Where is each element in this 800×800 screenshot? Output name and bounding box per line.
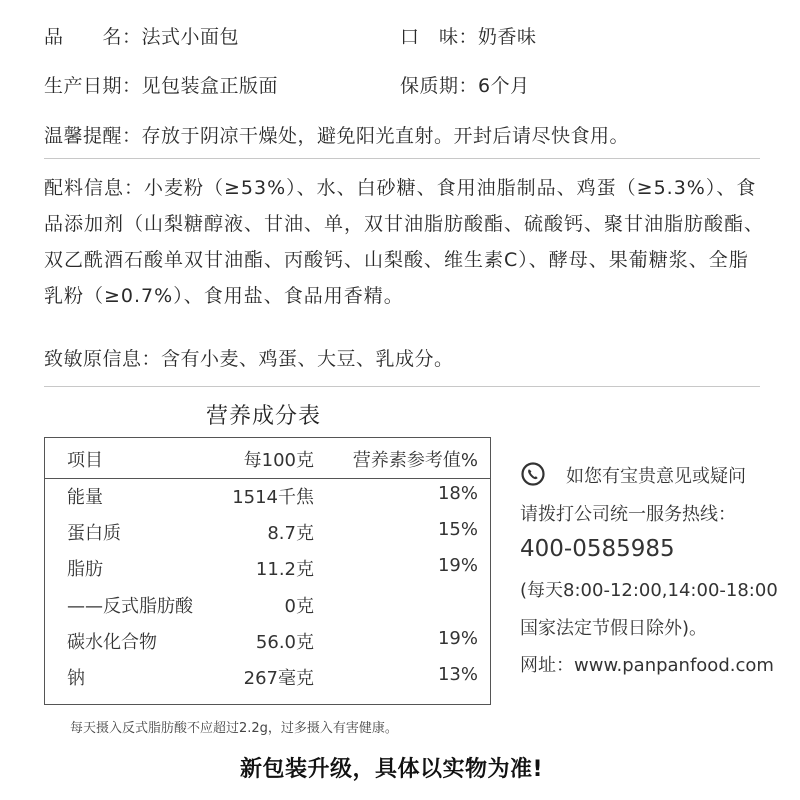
ingredients-label: 配料信息： bbox=[44, 177, 145, 199]
nutrient-amount: 267毫克 bbox=[243, 668, 314, 689]
nutrient-name: 能量 bbox=[67, 487, 103, 508]
flavor-label: 口 味： bbox=[400, 26, 479, 48]
shelf-life-value: 6个月 bbox=[478, 75, 530, 97]
table-header-row bbox=[45, 440, 490, 476]
nutrient-name: 脂肪 bbox=[67, 559, 103, 580]
table-row bbox=[45, 549, 490, 585]
nutrient-nrv: 15% bbox=[437, 519, 478, 540]
contact-line-1: 如您有宝贵意见或疑问 bbox=[566, 466, 746, 487]
production-date-label: 生产日期： bbox=[44, 75, 142, 97]
nutrient-amount: 11.2克 bbox=[255, 559, 314, 580]
production-date-row bbox=[44, 71, 278, 98]
ingredients-text: 小麦粉（≥53%）、水、白砂糖、食用油脂制品、鸡蛋（≥5.3%）、食品添加剂（山梨糖醇液、甘油、单，双甘油脂肪酸酯、硫酸钙、聚甘油脂肪酸酯、双乙酰酒石酸单双甘油酯、丙酸钙、山梨酸、维生素C）、酵母、果葡糖浆、全脂乳粉（≥0.7%）、食用盐、食品用香精。 bbox=[44, 177, 765, 307]
table-row bbox=[45, 513, 490, 549]
flavor-row bbox=[400, 22, 537, 49]
shelf-life-label: 保质期： bbox=[400, 75, 479, 97]
allergen-row bbox=[44, 344, 454, 371]
reminder-value: 存放于阴凉干燥处，避免阳光直射。开封后请尽快食用。 bbox=[141, 125, 630, 147]
hotline-number[interactable]: 400-0585985 bbox=[520, 536, 675, 562]
ingredients-block bbox=[44, 170, 764, 314]
header-per-100g: 每100克 bbox=[243, 450, 314, 471]
nutrient-nrv: 13% bbox=[437, 664, 478, 685]
table-row bbox=[45, 622, 490, 658]
flavor-value: 奶香味 bbox=[478, 26, 537, 48]
nutrient-name: ——反式脂肪酸 bbox=[67, 596, 193, 617]
reminder-label: 温馨提醒： bbox=[44, 125, 142, 147]
nutrient-nrv: 19% bbox=[437, 555, 478, 576]
divider bbox=[44, 158, 760, 159]
nutrient-amount: 56.0克 bbox=[255, 632, 314, 653]
nutrient-name: 钠 bbox=[67, 668, 85, 689]
nutrient-nrv: 18% bbox=[437, 483, 478, 504]
nutrition-table-title: 营养成分表 bbox=[206, 404, 322, 429]
allergen-text: 含有小麦、鸡蛋、大豆、乳成分。 bbox=[161, 348, 454, 370]
packaging-upgrade-banner: 新包装升级，具体以实物为准! bbox=[240, 757, 544, 782]
trans-fat-footnote: 每天摄入反式脂肪酸不应超过2.2g，过多摄入有害健康。 bbox=[70, 721, 398, 736]
table-row bbox=[45, 586, 490, 622]
table-row bbox=[45, 477, 490, 513]
divider bbox=[44, 386, 760, 387]
service-hours: (每天8:00-12:00,14:00-18:00 bbox=[520, 580, 778, 601]
nutrition-table bbox=[44, 437, 491, 705]
product-name-row bbox=[44, 22, 239, 49]
nutrient-amount: 1514千焦 bbox=[232, 487, 314, 508]
nutrient-amount: 8.7克 bbox=[267, 523, 314, 544]
nutrient-nrv: 19% bbox=[437, 628, 478, 649]
allergen-label: 致敏原信息： bbox=[44, 348, 162, 370]
header-nrv: 营养素参考值% bbox=[352, 450, 478, 471]
nutrient-name: 碳水化合物 bbox=[67, 632, 157, 653]
product-name-value: 法式小面包 bbox=[141, 26, 240, 48]
header-item: 项目 bbox=[67, 450, 103, 471]
nutrient-name: 蛋白质 bbox=[67, 523, 121, 544]
website-link[interactable]: 网址：www.panpanfood.com bbox=[520, 655, 774, 676]
product-name-label: 品 名： bbox=[44, 26, 142, 48]
holiday-note: 国家法定节假日除外)。 bbox=[520, 618, 708, 639]
contact-line-2: 请拨打公司统一服务热线： bbox=[520, 504, 736, 525]
nutrient-amount: 0克 bbox=[284, 596, 314, 617]
table-row bbox=[45, 658, 490, 694]
shelf-life-row bbox=[400, 71, 530, 98]
phone-icon bbox=[521, 462, 545, 486]
storage-reminder-row bbox=[44, 121, 629, 148]
production-date-value: 见包装盒正版面 bbox=[141, 75, 279, 97]
